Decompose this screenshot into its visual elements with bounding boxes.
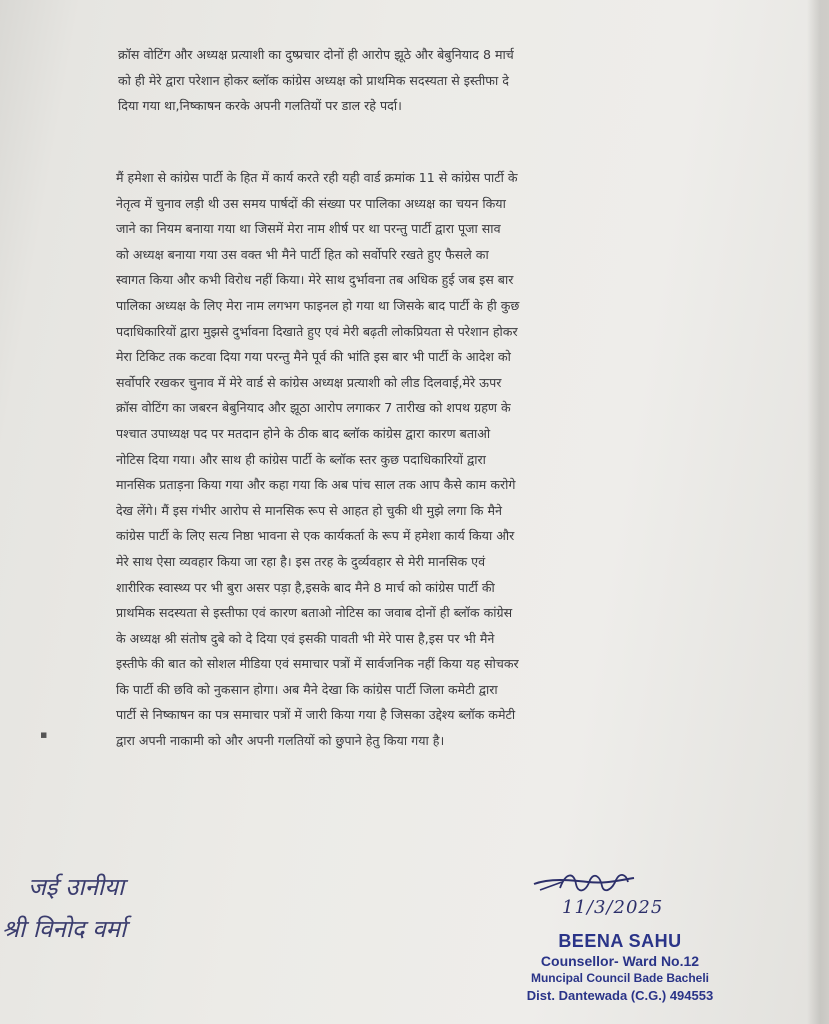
stamp-district: Dist. Dantewada (C.G.) 494553 — [526, 988, 714, 1003]
text-line: क्रॉस वोटिंग का जबरन बेबुनियाद और झूठा आरोप लगाकर 7 तारीख को शपथ ग्रहण के — [116, 400, 511, 416]
text-line: सर्वोपरि रखकर चुनाव में मेरे वार्ड से कांग्रेस अध्यक्ष प्रत्याशी को लीड दिलवाई,मेरे ऊपर — [116, 374, 502, 390]
paragraph-2 — [116, 165, 696, 754]
text-line: को ही मेरे द्वारा परेशान होकर ब्लॉक कांग्रेस अध्यक्ष को प्राथमिक सदस्यता से इस्तीफा दे — [118, 72, 509, 88]
paragraph-1 — [118, 42, 698, 119]
text-line: नेतृत्व में चुनाव लड़ी थी उस समय पार्षदों की संख्या पर पालिका अध्यक्ष का चयन किया — [116, 195, 506, 211]
text-line: क्रॉस वोटिंग और अध्यक्ष प्रत्याशी का दुष्प्रचार दोनों ही आरोप झूठे और बेबुनियाद 8 मार्च — [118, 47, 514, 62]
text-line: शारीरिक स्वास्थ्य पर भी बुरा असर पड़ा है,इसके बाद मैने 8 मार्च को कांग्रेस पार्टी की — [116, 579, 495, 595]
text-line: पालिका अध्यक्ष के लिए मेरा नाम लगभग फाइनल हो गया था जिसके बाद पार्टी के ही कुछ — [116, 297, 520, 313]
text-line: मेरा टिकिट तक कटवा दिया गया परन्तु मैने पूर्व की भांति इस बार भी पार्टी के आदेश को — [116, 349, 511, 365]
stamp-name: BEENA SAHU — [558, 931, 682, 951]
text-line: द्वारा अपनी नाकामी को और अपनी गलतियों को छुपाने हेतु किया गया है। — [116, 733, 445, 749]
handwritten-note-line-1: जई उानीया — [28, 873, 125, 901]
text-line: को अध्यक्ष बनाया गया उस वक्त भी मैने पार्टी हित को सर्वोपरि रखते हुए फैसले का — [116, 246, 489, 262]
counsellor-stamp — [500, 930, 740, 1005]
text-line: दिया गया था,निष्काषन करके अपनी गलतियों पर डाल रहे पर्दा। — [118, 98, 402, 114]
text-line: देख लेंगे। मैं इस गंभीर आरोप से मानसिक रूप से आहत हो चुकी थी मुझे लगा कि मैने — [116, 502, 502, 518]
text-line: मेरे साथ ऐसा व्यवहार किया जा रहा है। इस तरह के दुर्व्यवहार से मेरी मानसिक एवं — [116, 553, 486, 569]
text-line: पार्टी से निष्काषन का पत्र समाचार पत्रों में जारी किया गया है जिसका उद्देश्य ब्लॉक कमेटी — [116, 707, 516, 723]
text-line: कांग्रेस पार्टी के लिए सत्य निष्ठा भावना से एक कार्यकर्ता के रूप में हमेशा कार्य किया और — [116, 528, 515, 544]
text-line: प्राथमिक सदस्यता से इस्तीफा एवं कारण बताओ नोटिस का जवाब दोनों ही ब्लॉक कांग्रेस — [116, 605, 513, 621]
text-line: स्वागत किया और कभी विरोध नहीं किया। मेरे साथ दुर्भावना तब अधिक हुई जब इस बार — [116, 272, 514, 288]
text-line: मानसिक प्रताड़ना किया गया और कहा गया कि अब पांच साल तक आप कैसे काम करोगे — [116, 477, 516, 493]
text-line: नोटिस दिया गया। और साथ ही कांग्रेस पार्टी के ब्लॉक स्तर कुछ पदाधिकारियों द्वारा — [116, 451, 486, 467]
page-edge-shadow — [807, 0, 829, 1024]
handwritten-note-line-2: श्री विनोद वर्मा — [2, 915, 127, 943]
text-line: कि पार्टी की छवि को नुकसान होगा। अब मैने देखा कि कांग्रेस पार्टी जिला कमेटी द्वारा — [116, 681, 498, 697]
text-line: पदाधिकारियों द्वारा मुझसे दुर्भावना दिखाते हुए एवं मेरी बढ़ती लोकप्रियता से परेशान होकर — [116, 323, 518, 339]
signature-date: 11/3/2025 — [562, 897, 664, 918]
text-line: इस्तीफे की बात को सोशल मीडिया एवं समाचार पत्रों में सार्वजनिक नहीं किया यह सोचकर — [116, 656, 519, 672]
ink-smudge-mark: ▪ — [40, 728, 48, 741]
text-line: के अध्यक्ष श्री संतोष दुबे को दे दिया एवं इसकी पावती भी मेरे पास है,इस पर भी मैने — [116, 630, 495, 646]
text-line: जाने का नियम बनाया गया था जिसमें मेरा नाम शीर्ष पर था परन्तु पार्टी द्वारा पूजा साव — [116, 221, 501, 237]
text-line: पश्चात उपाध्यक्ष पद पर मतदान होने के ठीक बाद ब्लॉक कांग्रेस द्वारा कारण बताओ — [116, 425, 491, 441]
stamp-council: Muncipal Council Bade Bacheli — [530, 971, 710, 985]
stamp-role: Counsellor- Ward No.12 — [540, 953, 700, 969]
text-line: मैं हमेशा से कांग्रेस पार्टी के हित में कार्य करते रही यही वार्ड क्रमांक 11 से कांग्रेस पार्टी के — [116, 170, 518, 185]
